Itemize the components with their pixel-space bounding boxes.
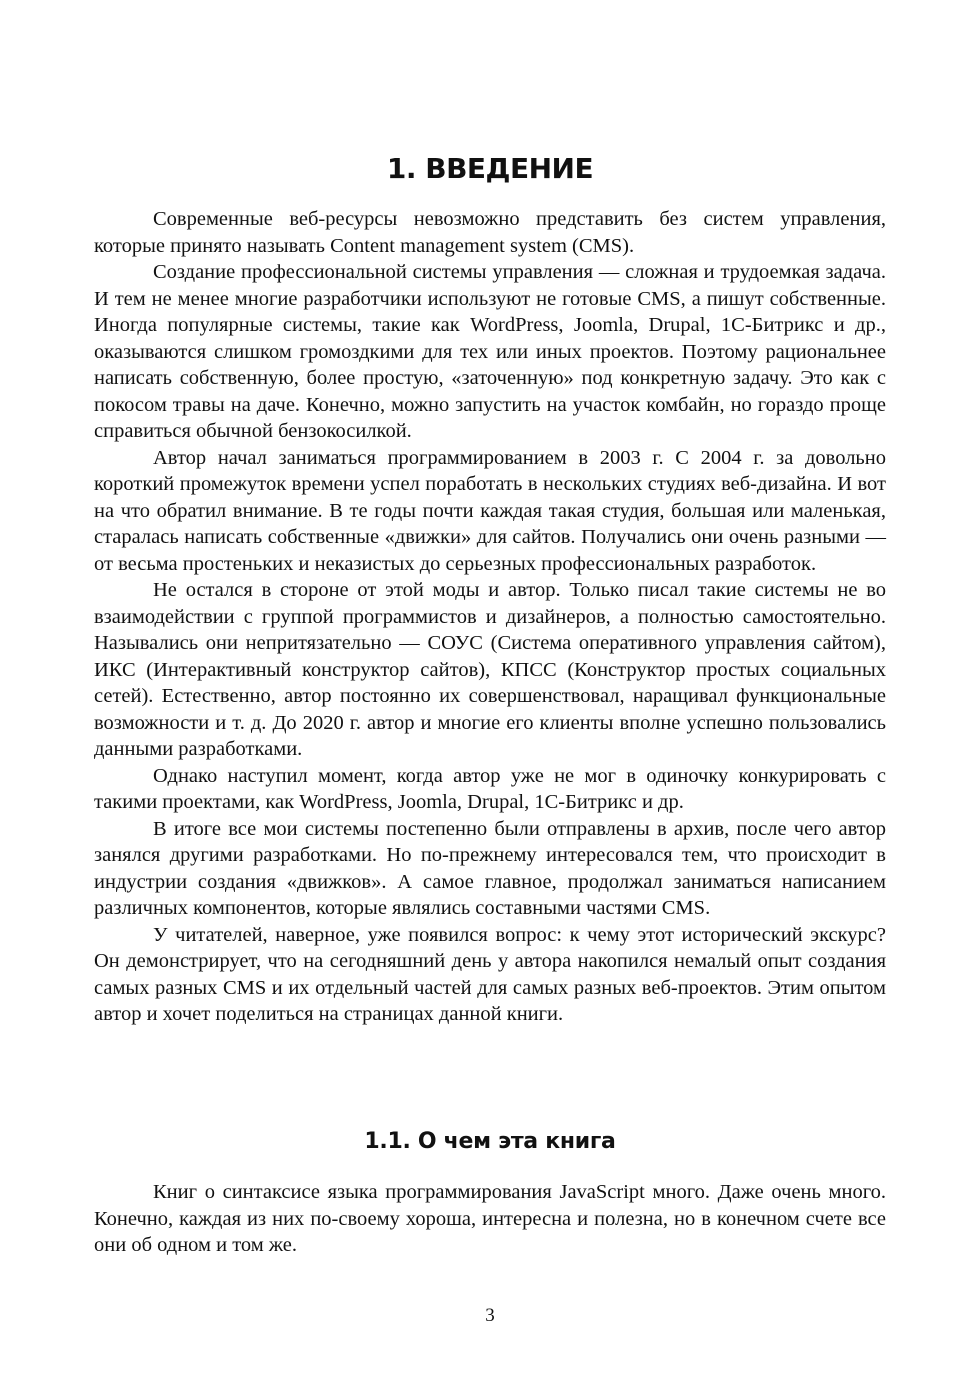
book-page (94, 0, 886, 1386)
section-title: 1.1. О чем эта книга (364, 1129, 616, 1154)
paragraph: Создание профессиональной системы управления — сложная и трудоемкая задача. И тем не менее многие разработчики используют не готовые CMS, а пишут собственные. Иногда популярные системы, такие как WordPress, Joomla, Drupal, 1С-Битрикс и др., оказываются слишком громоздкими для тех или иных проектов. Поэтому рациональнее написать собственную, более простую, «заточенную» под конкретную задачу. Это как с покосом травы на даче. Конечно, можно запустить на участок комбайн, но гораздо проще справиться обычной бензокосилкой. (94, 261, 886, 442)
chapter-body (94, 206, 886, 1028)
chapter-title: 1. ВВЕДЕНИЕ (386, 152, 594, 185)
paragraph: В итоге все мои системы постепенно были отправлены в архив, после чего автор занялся другими разработками. Но по-прежнему интересовался тем, что происходит в индустрии создания «движков». А самое главное, продолжал заниматься написанием различных компонентов, которые являлись составными частями CMS. (94, 817, 886, 919)
paragraph: Не остался в стороне от этой моды и автор. Только писал такие системы не во взаимодействии с группой программистов и дизайнеров, а полностью самостоятельно. Назывались они непритязательно — СОУС (Система оперативного управления сайтом), ИКС (Интерактивный конструктор сайтов), КПСС (Конструктор простых социальных сетей). Естественно, автор постоянно их совершенствовал, наращивал функциональные возможности и т. д. До 2020 г. автор и многие его клиенты вполне успешно пользовались данными разработками. (94, 579, 886, 760)
paragraph: Современные веб-ресурсы невозможно представить без систем управления, которые принято называть Content management system (CMS). (94, 208, 886, 257)
paragraph: Автор начал заниматься программированием в 2003 г. С 2004 г. за довольно короткий промежуток времени успел поработать в нескольких студиях веб-дизайна. И вот на что обратил внимание. В те годы почти каждая такая студия, большая или маленькая, старалась написать собственные «движки» для сайтов. Получались они очень разными — от весьма простеньких и неказистых до серьезных профессиональных разработок. (94, 446, 886, 575)
page-number: 3 (485, 1305, 495, 1326)
paragraph: У читателей, наверное, уже появился вопрос: к чему этот исторический экскурс? Он демонстрирует, что на сегодняшний день у автора накопился немалый опыт создания самых разных CMS и их отдельный частей для самых разных веб-проектов. Этим опытом автор и хочет поделиться на страницах данной книги. (94, 923, 886, 1025)
paragraph: Однако наступил момент, когда автор уже не мог в одиночку конкурировать с такими проектами, как WordPress, Joomla, Drupal, 1С-Битрикс и др. (94, 764, 886, 813)
section-body (94, 1179, 886, 1259)
paragraph: Книг о синтаксисе языка программирования JavaScript много. Даже очень много. Конечно, каждая из них по-своему хороша, интересна и полезна, но в конечном счете все они об одном и том же. (94, 1181, 886, 1256)
